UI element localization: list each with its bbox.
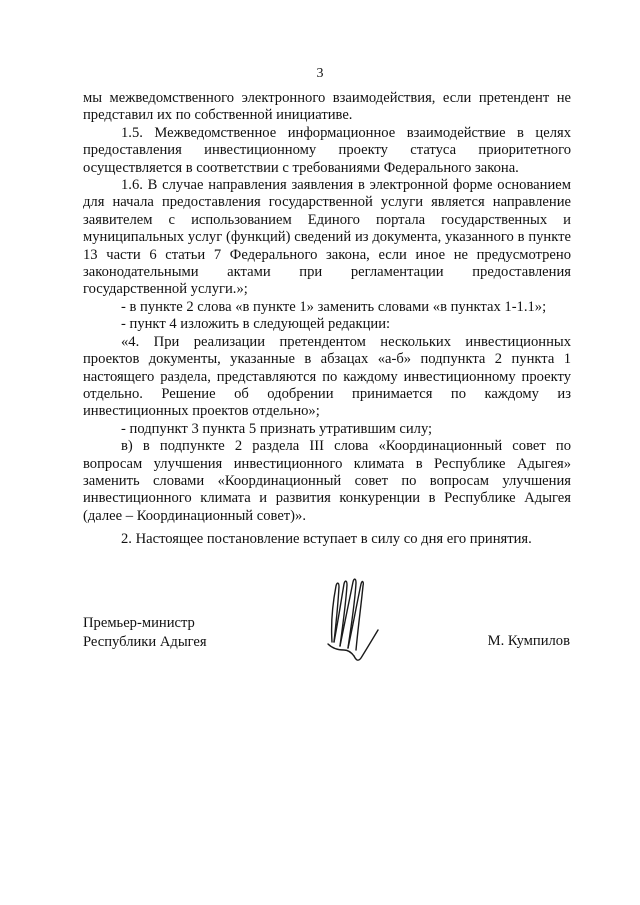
- paragraph-section-3-change: в) в подпункте 2 раздела III слова «Координационный совет по вопросам улучшения инвестиционного климата в Республике Адыгея» заменить словами «Координационный совет по вопросам улучшения инвестиционного климата и развития конкуренции в Республике Адыгея (далее – Координационный совет)».: [83, 438, 571, 524]
- paragraph-1-5: 1.5. Межведомственное информационное взаимодействие в целях предоставления инвестиционному проекту статуса приоритетного осуществляется в соответствии с требованиями Федерального закона.: [83, 124, 571, 176]
- page-number: 3: [316, 66, 324, 81]
- signer-title: [83, 614, 207, 652]
- paragraph-1-6: 1.6. В случае направления заявления в электронной форме основанием для начала предоставления государственной услуги является направление заявителем с использованием Единого портала государственных и муниципальных услуг (функций) сведений из документа, указанного в пункте 13 части 6 статьи 7 Федерального закона, если иное не предусмотрено законодательными актами при регламентации предоставления государственной услуги.»;: [83, 177, 571, 298]
- paragraph-item-2-change: - в пункте 2 слова «в пункте 1» заменить словами «в пунктах 1-1.1»;: [121, 298, 547, 315]
- paragraph-item-4-intro: - пункт 4 изложить в следующей редакции:: [121, 316, 391, 333]
- signer-name: М. Кумпилов: [487, 633, 570, 649]
- signer-title-line1: Премьер-министр: [83, 615, 195, 631]
- paragraph-subitem-3-repeal: - подпункт 3 пункта 5 признать утратившим силу;: [121, 420, 433, 437]
- paragraph-continuation: мы межведомственного электронного взаимодействия, если претендент не представил их по собственной инициативе.: [83, 90, 571, 124]
- handwritten-signature: [318, 572, 390, 668]
- paragraph-item-4-text: «4. При реализации претендентом нескольких инвестиционных проектов документы, указанные в абзацах «а-б» подпункта 2 пункта 1 настоящего раздела, представляются по каждому инвестиционному проекту отдельно. Решение об одобрении принимается по каждому из инвестиционных проектов отдельно»;: [83, 333, 571, 420]
- final-clause: 2. Настоящее постановление вступает в силу со дня его принятия.: [121, 531, 532, 547]
- signer-title-line2: Республики Адыгея: [83, 634, 207, 650]
- document-body: [83, 90, 571, 525]
